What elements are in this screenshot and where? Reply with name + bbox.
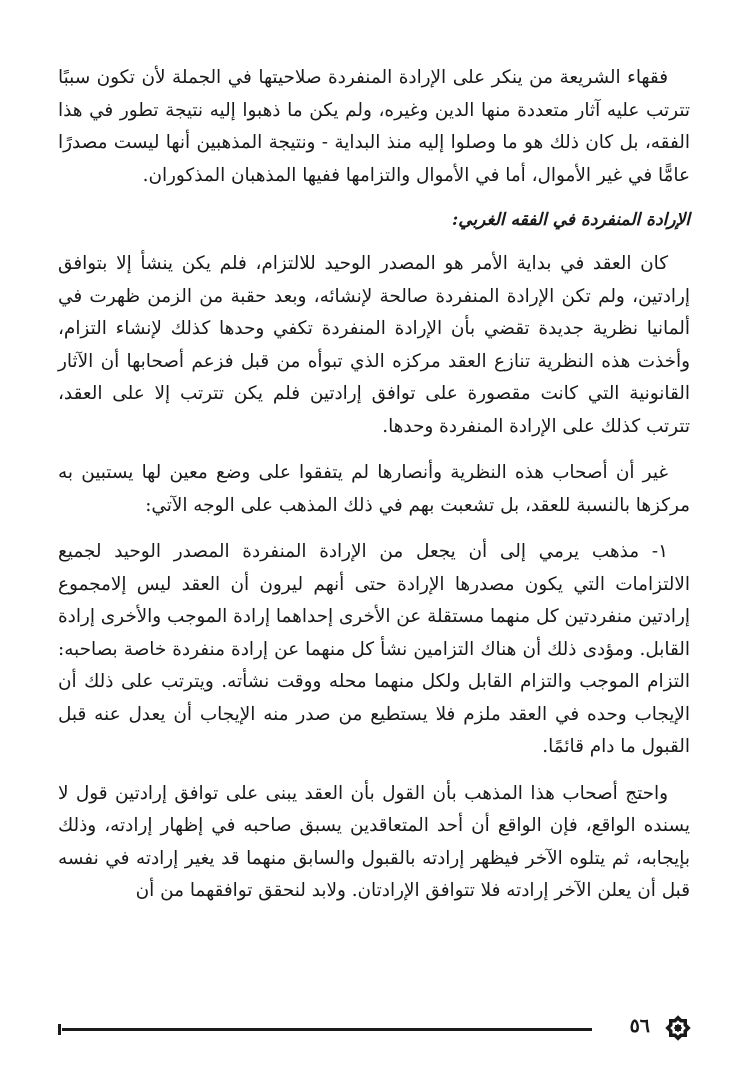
paragraph-1: فقهاء الشريعة من ينكر على الإرادة المنفردة صلاحيتها في الجملة لأن تكون سببًا تترتب عليه آثار متعددة منها الدين وغيره، ولم يكن ما ذهبوا إليه نتيجة تطور في هذا الفقه، بل كان ذلك هو ما وصلوا إليه منذ البداية - ونتيجة المذهبين أنها ليست مصدرًا عامًّا في غير الأموال، أما في الأموال والتزامها ففيها المذهبان المذكوران. [58, 67, 690, 186]
paragraph-3: غير أن أصحاب هذه النظرية وأنصارها لم يتفقوا على وضع معين لها يستبين به مركزها بالنسبة للعقد، بل تشعبت بهم في ذلك المذهب على الوجه الآتي: [58, 462, 690, 516]
page-number: ٥٦ [629, 1015, 650, 1037]
section-heading: الإرادة المنفردة في الفقه الغربي: [452, 210, 690, 230]
star-ornament-icon [662, 1012, 694, 1044]
page-footer [58, 1008, 694, 1048]
paragraph-2: كان العقد في بداية الأمر هو المصدر الوحيد للالتزام، فلم يكن ينشأ إلا بتوافق إرادتين، ولم تكن الإرادة المنفردة صالحة لإنشائه، وبعد حقبة من الزمن ظهرت في ألمانيا نظرية جديدة تقضي بأن الإرادة المنفردة تكفي وحدها كذلك لإنشاء التزام، وأخذت هذه النظرية تنازع العقد مركزه الذي تبوأه من قبل فزعم أصحابها أن الآثار القانونية التي كانت مقصورة على توافق إرادتين فلم يكن تترتب إلا على العقد، تترتب كذلك على الإرادة المنفردة وحدها. [58, 253, 690, 437]
footer-rule [62, 1028, 592, 1031]
paragraph-4: ١- مذهب يرمي إلى أن يجعل من الإرادة المنفردة المصدر الوحيد لجميع الالتزامات التي يكون مصدرها الإرادة حتى أنهم ليرون أن العقد ليس إلامجموع إرادتين منفردتين كل منهما مستقلة عن الأخرى إحداهما إرادة الموجب والأخرى إرادة القابل. ومؤدى ذلك أن هناك التزامين نشأ كل منهما عن إرادة منفردة خاصة بصاحبه: التزام الموجب والتزام القابل ولكل منهما محله ووقت نشأته. ويترتب على ذلك أن الإيجاب وحده في العقد ملزم فلا يستطيع من صدر منه الإيجاب أن يعدل عنه قبل القبول ما دام قائمًا. [58, 541, 690, 757]
page-body [58, 62, 690, 908]
paragraph-5: واحتج أصحاب هذا المذهب بأن القول بأن العقد يبنى على توافق إرادتين قول لا يسنده الواقع، فإن الواقع أن أحد المتعاقدين يسبق صاحبه في إظهار إرادته، وذلك بإيجابه، ثم يتلوه الآخر فيظهر إرادته بالقبول والسابق منهما قد يغير إرادته في نفسه قبل أن يعلن الآخر إرادته فلا تتوافق الإرادتان. ولابد لنحقق توافقهما من أن [58, 782, 690, 901]
